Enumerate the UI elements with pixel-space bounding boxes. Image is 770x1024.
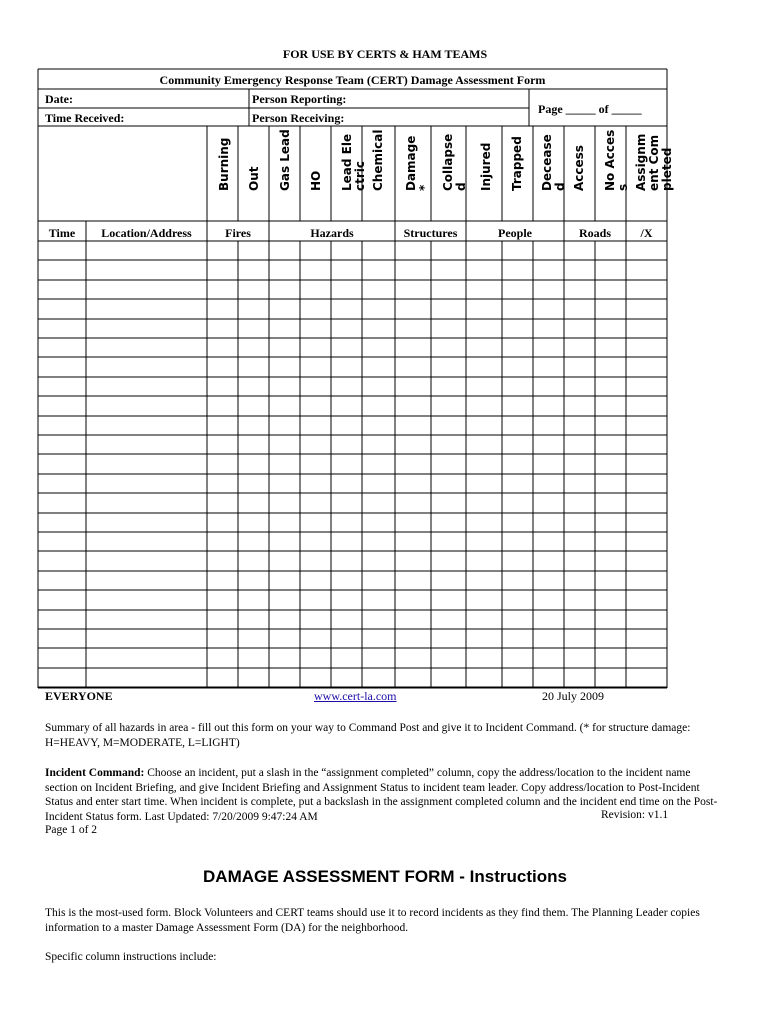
header-access: Access <box>572 145 586 191</box>
col-header-roads: Roads <box>578 226 611 240</box>
header-trapped: Trapped <box>510 136 524 191</box>
header-ho: HO <box>309 170 323 191</box>
revision-text: Revision: v1.1 <box>601 809 669 821</box>
time-received-label: Time Received: <box>45 111 125 125</box>
header-injured: Injured <box>479 142 493 191</box>
header-burning: Burning <box>217 137 231 191</box>
form-title: Community Emergency Response Team (CERT) Damage Assessment Form <box>159 73 546 87</box>
incident-command-text: Choose an incident, put a slash in the “assignment completed” column, copy the address/location to the incident name section on Incident Briefing, and give Incident Briefing and Assignment Status to incident team leader. Copy address/location to Post-Incident Status and enter start time. When incident is complete, put a backslash in the assignment completed column and the incident end time on the Post-Incident Status form. Last Updated: 7/20/2009 9:47:24 AM <box>45 767 718 823</box>
header-no-access: No Access <box>603 129 630 191</box>
summary-text: Summary of all hazards in area - fill out this form on your way to Command Post and give it to Incident Command. (* for structure damage: H=HEAVY, M=MODERATE, L=LIGHT) <box>45 722 691 749</box>
person-reporting-label: Person Reporting: <box>252 92 347 106</box>
col-header-people: People <box>498 226 532 240</box>
footer-date: 20 July 2009 <box>542 689 605 703</box>
footer-everyone: EVERYONE <box>45 689 113 703</box>
header-deceased: Deceased <box>540 134 567 191</box>
col-header-fires: Fires <box>225 226 251 240</box>
header-gas-lead: Gas Lead <box>278 129 292 191</box>
header-damage: Damage * <box>404 135 431 191</box>
instructions-specific: Specific column instructions include: <box>45 951 217 963</box>
col-header-location: Location/Address <box>101 226 192 240</box>
page-number: Page 1 of 2 <box>45 824 98 836</box>
header-collapsed: Collapsed <box>441 133 468 191</box>
col-header-slash: /X <box>640 226 653 240</box>
header-out: Out <box>247 166 261 191</box>
header-chemical: Chemical <box>371 129 385 191</box>
incident-command-label: Incident Command: <box>45 767 145 779</box>
col-header-hazards: Hazards <box>310 226 354 240</box>
person-receiving-label: Person Receiving: <box>252 111 345 125</box>
page-count-label: Page _____ of _____ <box>538 102 642 116</box>
instructions-intro: This is the most-used form. Block Volunteers and CERT teams should use it to record incidents as they find them. The Planning Leader copies information to a master Damage Assessment Form (DA) for the neighborhood. <box>45 907 700 934</box>
cert-website-link[interactable]: www.cert-la.com <box>314 689 397 703</box>
col-header-structures: Structures <box>403 226 458 240</box>
page-header-title: FOR USE BY CERTS & HAM TEAMS <box>282 47 488 61</box>
date-label: Date: <box>45 92 73 106</box>
col-header-time: Time <box>48 226 76 240</box>
instructions-title: DAMAGE ASSESSMENT FORM - Instructions <box>203 867 567 886</box>
header-assignment-completed: Assignment Completed <box>634 133 674 191</box>
header-lead-electric: Lead Electric <box>340 133 367 191</box>
